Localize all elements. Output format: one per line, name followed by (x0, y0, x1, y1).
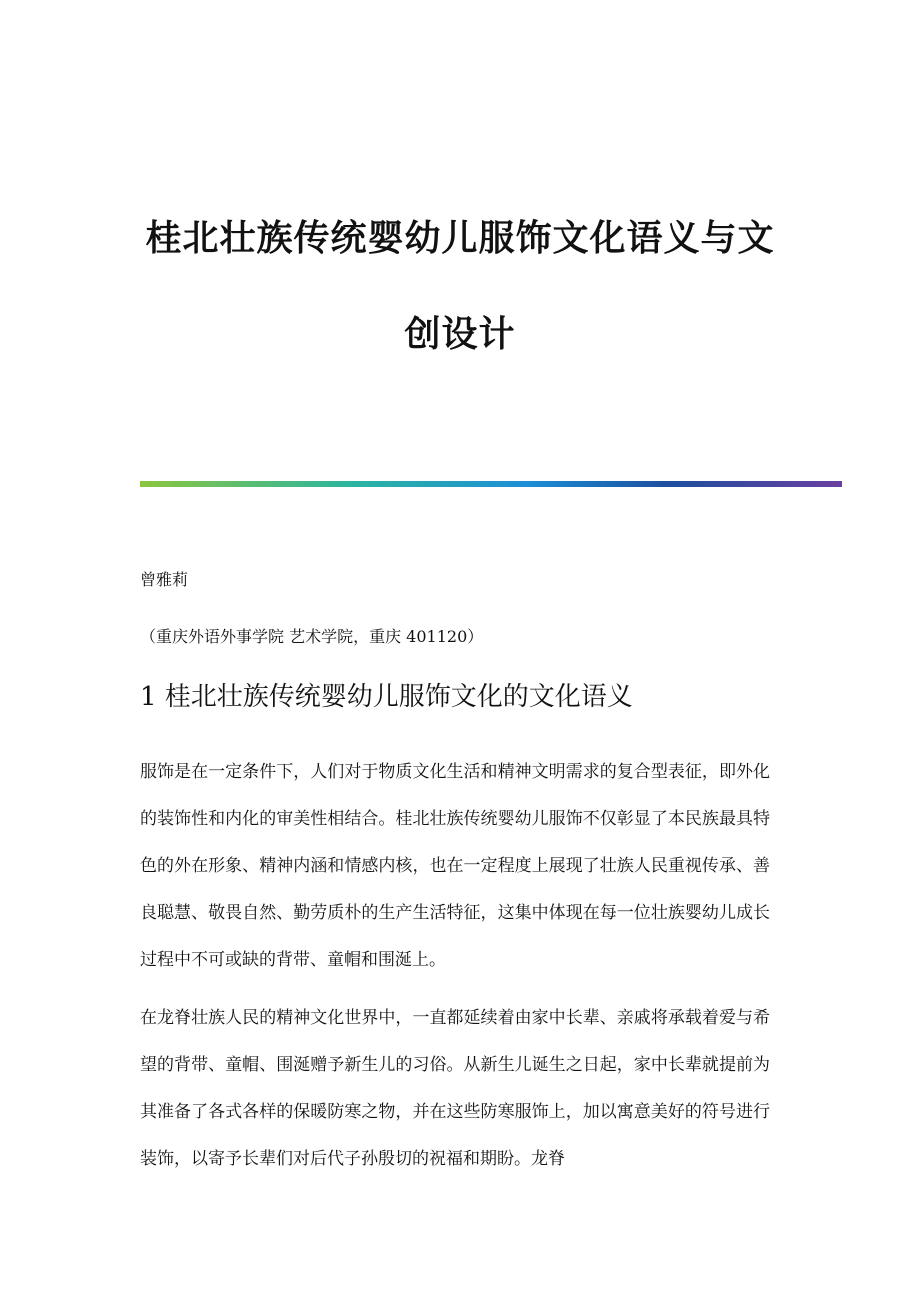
author-affiliation: （重庆外语外事学院 艺术学院，重庆 401120） (140, 627, 484, 646)
title-line-2: 创设计 (404, 313, 516, 355)
title-line-1: 桂北壮族传统婴幼儿服饰文化语义与文 (145, 217, 775, 259)
document-title (120, 190, 800, 382)
body-paragraph-1: 服饰是在一定条件下，人们对于物质文化生活和精神文明需求的复合型表征，即外化的装饰性和内化的审美性相结合。桂北壮族传统婴幼儿服饰不仅彰显了本民族最具特色的外在形象、精神内涵和情感内核，也在一定程度上展现了壮族人民重视传承、善良聪慧、敬畏自然、勤劳质朴的生产生活特征，这集中体现在每一位壮族婴幼儿成长过程中不可或缺的背带、童帽和围涎上。 (140, 762, 770, 970)
title-divider-rule (140, 481, 842, 487)
section-heading: 1 桂北壮族传统婴幼儿服饰文化的文化语义 (140, 682, 633, 712)
author-name: 曾雅莉 (140, 570, 189, 589)
body-paragraph-2: 在龙脊壮族人民的精神文化世界中，一直都延续着由家中长辈、亲戚将承载着爱与希望的背带、童帽、围涎赠予新生儿的习俗。从新生儿诞生之日起，家中长辈就提前为其准备了各式各样的保暖防寒之物，并在这些防寒服饰上，加以寓意美好的符号进行装饰，以寄予长辈们对后代子孙殷切的祝福和期盼。龙脊 (140, 1008, 770, 1169)
